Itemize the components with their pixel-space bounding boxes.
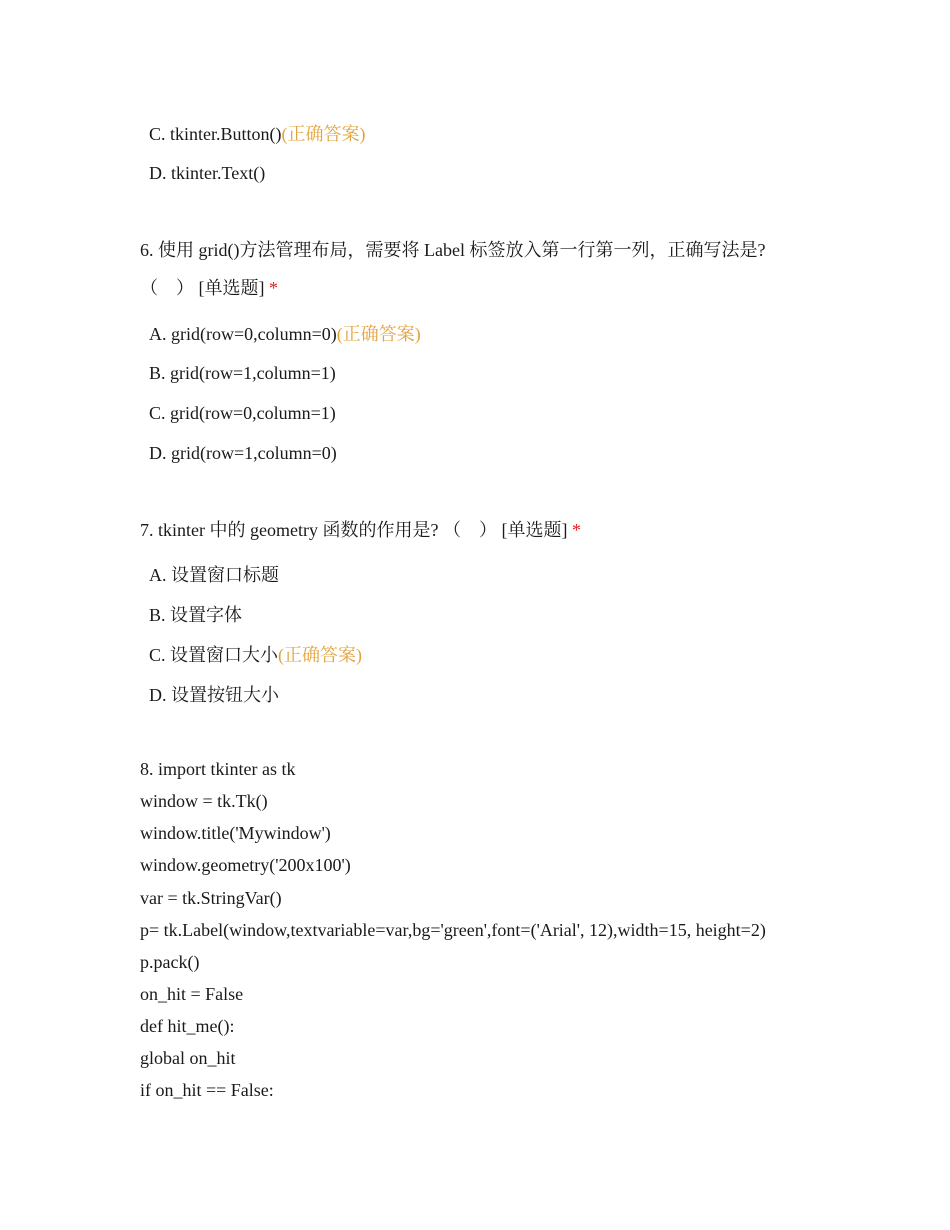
q6-option-c <box>149 401 336 425</box>
q6-option-a <box>149 322 421 346</box>
q8-code-line: 8. import tkinter as tk <box>140 759 296 779</box>
q8-code-line: if on_hit == False: <box>140 1080 274 1100</box>
question-text: 7. tkinter 中的 geometry 函数的作用是? （ ） [单选题] <box>140 520 568 540</box>
q5-option-c <box>149 122 366 146</box>
q6-title-line1: 6. 使用 grid()方法管理布局，需要将 Label 标签放入第一行第一列，正确写法是? <box>140 240 766 260</box>
q8-code-line: p= tk.Label(window,textvariable=var,bg='green',font=('Arial', 12),width=15, height=2) <box>140 920 766 940</box>
option-text: C. 设置窗口大小 <box>149 645 279 665</box>
q6-option-d <box>149 441 337 465</box>
option-text: B. 设置字体 <box>149 605 243 625</box>
q7-option-d <box>149 683 279 707</box>
q8-code-line: window = tk.Tk() <box>140 791 268 811</box>
option-text: A. grid(row=0,column=0) <box>149 324 337 344</box>
q6-option-b <box>149 361 336 385</box>
q8-code-line: on_hit = False <box>140 984 244 1004</box>
q5-option-d <box>149 161 265 185</box>
q7-option-a <box>149 563 279 587</box>
q8-code-line: global on_hit <box>140 1048 236 1068</box>
q8-code-line: window.geometry('200x100') <box>140 855 351 875</box>
question-type: （ ） [单选题] <box>140 278 265 298</box>
q8-code-line: p.pack() <box>140 952 200 972</box>
option-text: C. grid(row=0,column=1) <box>149 403 336 423</box>
correct-answer-mark: (正确答案) <box>281 124 366 144</box>
option-text: D. 设置按钮大小 <box>149 685 279 705</box>
q8-code-line: var = tk.StringVar() <box>140 888 282 908</box>
q7-option-b <box>149 603 242 627</box>
q8-code-line: window.title('Mywindow') <box>140 823 331 843</box>
option-text: D. grid(row=1,column=0) <box>149 443 337 463</box>
correct-answer-mark: (正确答案) <box>336 324 421 344</box>
q7-title <box>140 518 581 542</box>
option-text: D. tkinter.Text() <box>149 163 266 183</box>
required-mark: * <box>269 278 278 298</box>
q7-option-c <box>149 643 362 667</box>
option-text: B. grid(row=1,column=1) <box>149 363 336 383</box>
required-mark: * <box>571 520 581 540</box>
correct-answer-mark: (正确答案) <box>278 645 363 665</box>
q6-title-line2 <box>140 276 278 300</box>
option-text: C. tkinter.Button() <box>149 124 282 144</box>
q8-code-line: def hit_me(): <box>140 1016 235 1036</box>
option-text: A. 设置窗口标题 <box>149 565 279 585</box>
